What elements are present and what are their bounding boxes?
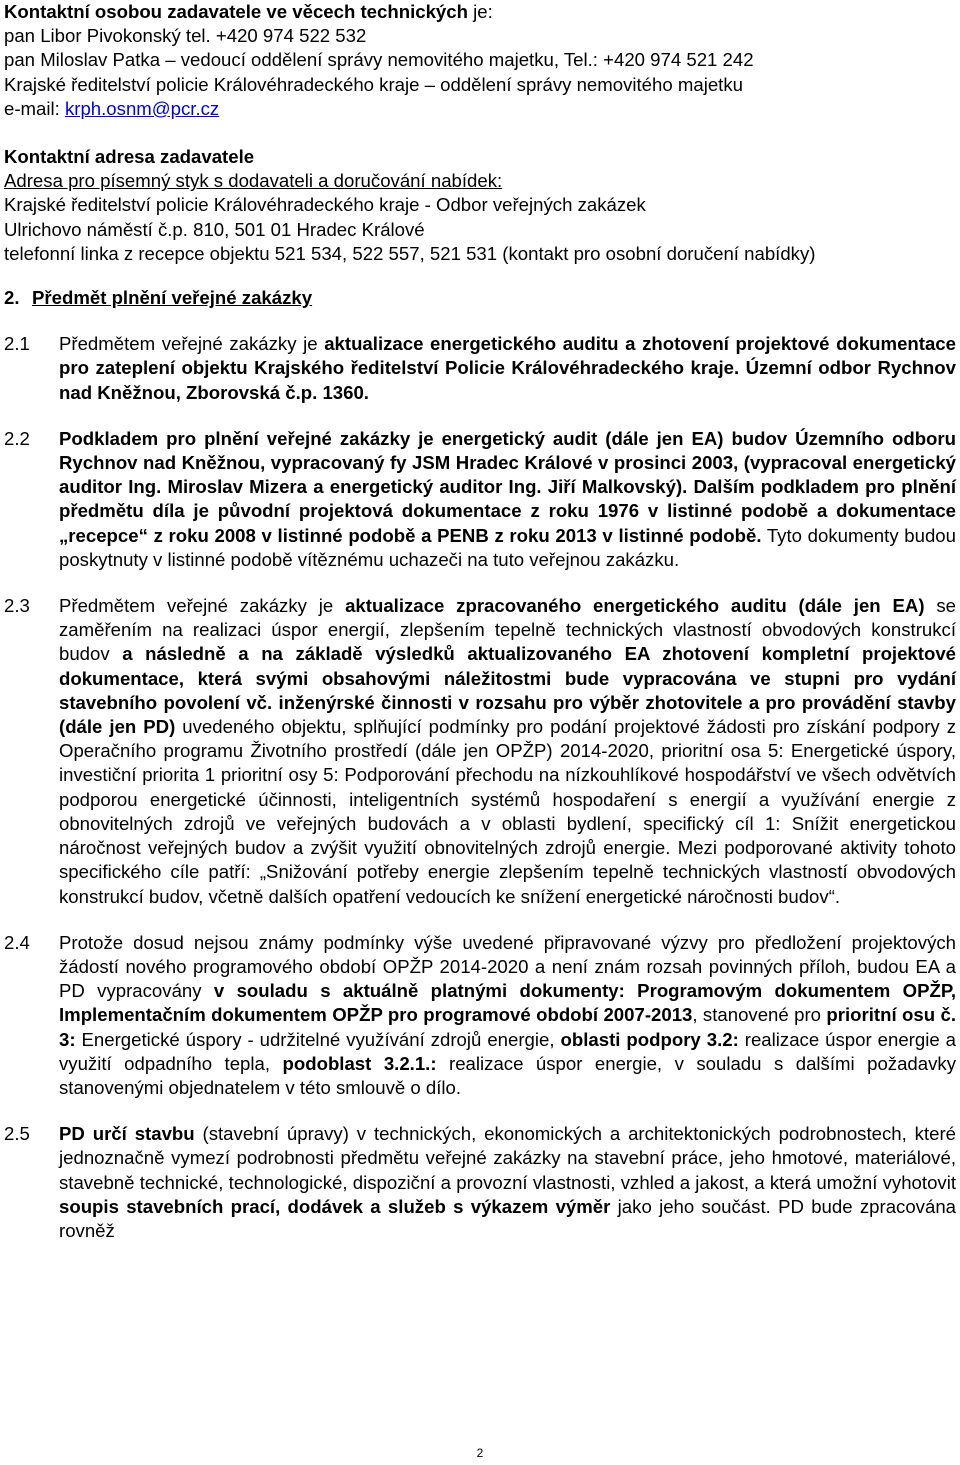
clause-text-bold: podoblast 3.2.1.:	[282, 1052, 437, 1074]
clause-text-regular: Protože dosud nejsou známy podmínky výše uvedené připravované výzvy pro předložení projektových žádostí nového programového období OPŽP 2014-2020 a není znám rozsah povinných příloh, budou EA a PD vypracovány	[59, 931, 956, 1002]
clause-text-bold: prioritní osu č. 3:	[59, 1004, 956, 1050]
clause-2-2	[4, 427, 956, 572]
clauses-list	[4, 332, 956, 1243]
contact-address-block	[4, 145, 956, 266]
clause-number: 2.1	[4, 333, 30, 355]
document-page	[4, 0, 956, 1243]
clause-2-3	[4, 594, 956, 909]
contact-address-line-2: Ulrichovo náměstí č.p. 810, 501 01 Hradec Králové	[4, 218, 425, 240]
contact-person-line-3: Krajské ředitelství policie Královéhradeckého kraje – oddělení správy nemovitého majetku	[4, 73, 743, 95]
contact-email-line	[4, 97, 956, 121]
clause-number: 2.2	[4, 427, 30, 449]
clause-number: 2.3	[4, 595, 30, 617]
clause-text	[59, 594, 956, 909]
clause-text	[59, 931, 956, 1100]
contact-person-line-2: pan Miloslav Patka – vedoucí oddělení správy nemovitého majetku, Tel.: +420 974 521 242	[4, 49, 754, 71]
clause-text-bold: Podkladem pro plnění veřejné zakázky je energetický audit (dále jen EA) budov Územního odboru Rychnov nad Kněžnou, vypracovaný fy JSM Hradec Králové v prosinci 2003, (vypracoval energetický auditor Ing. Miroslav Mizera a energetický auditor Ing. Jiří Malkovský). Dalším podkladem pro plnění předmětu díla je původní projektová dokumentace z roku 1976 v listinné podobě a dokumentace „recepce“ z roku 2008 v listinné podobě a PENB z roku 2013 v listinné podobě.	[59, 427, 956, 546]
clause-text-regular: , stanovené pro	[692, 1004, 827, 1026]
clause-text	[59, 1122, 956, 1243]
clause-text-bold: aktualizace zpracovaného energetického auditu (dále jen EA)	[345, 595, 925, 617]
clause-text-bold: PD určí stavbu	[59, 1123, 195, 1145]
clause-number: 2.4	[4, 931, 30, 953]
clause-text-bold: v souladu s aktuálně platnými dokumenty: Programovým dokumentem OPŽP, Implementačním dokumentem OPŽP pro programové období 2007-2013	[59, 980, 956, 1026]
clause-text-bold: soupis stavebních prací, dodávek a služeb s výkazem výměr	[59, 1195, 611, 1217]
contact-address-subheading: Adresa pro písemný styk s dodavateli a doručování nabídek:	[4, 170, 503, 192]
clause-text-regular: realizace úspor energie, v souladu s dalšími požadavky stanovenými objednatelem v této smlouvě o dílo.	[59, 1052, 956, 1098]
clause-text-regular: Předmětem veřejné zakázky je	[59, 595, 346, 617]
page-number: 2	[476, 1446, 484, 1460]
clause-text	[59, 332, 956, 405]
clause-2-1	[4, 332, 956, 405]
clause-text-regular: uvedeného objektu, splňující podmínky pro podání projektové žádosti pro získání podpory z Operačního programu Životního prostředí (dále jen OPŽP) 2014-2020, prioritní osa 5: Energetické úspory, investiční priorita 1 prioritní osy 5: Podporování přechodu na nízkouhlíkové hospodářství ve všech odvětvích podporou energetické účinnosti, inteligentních systémů hospodaření s energií a využívání energie z obnovitelných zdrojů ve veřejných budovách a v oblasti bydlení, specifický cíl 1: Snížit energetickou náročnost veřejných budov a zvýšit využití obnovitelných zdrojů energie. Mezi podporované aktivity tohoto specifického cíle patří: „Snižování potřeby energie zlepšením tepelně technických vlastností obvodových konstrukcí budov, včetně dalších opatření vedoucích ke snížení energetické náročnosti budov“.	[59, 716, 956, 907]
clause-text-regular: Energetické úspory - udržitelné využívání zdrojů energie,	[75, 1028, 561, 1050]
clause-text-regular: Tyto dokumenty budou poskytnuty v listinné podobě vítěznému uchazeči na tuto veřejnou zakázku.	[59, 524, 956, 570]
clause-text-regular: se zaměřením na realizaci úspor energií, zlepšením tepelně technických vlastností obvodových konstrukcí budov	[59, 595, 956, 665]
clause-text-regular: jako jeho součást. PD bude zpracována rovněž	[59, 1195, 956, 1241]
contact-person-heading-suffix: je:	[467, 1, 493, 22]
clause-text-bold: aktualizace energetického auditu a zhotovení projektové dokumentace pro zateplení objektu Krajského ředitelství Policie Královéhradeckého kraje. Územní odbor Rychnov nad Kněžnou, Zborovská č.p. 1360.	[59, 333, 956, 403]
clause-text-regular: Předmětem veřejné zakázky je	[59, 333, 325, 355]
clause-text-regular: realizace úspor energie a využití odpadního tepla,	[59, 1028, 956, 1074]
contact-address-line-1: Krajské ředitelství policie Královéhradeckého kraje - Odbor veřejných zakázek	[4, 194, 646, 216]
contact-address-heading: Kontaktní adresa zadavatele	[4, 146, 255, 168]
section-title: Předmět plnění veřejné zakázky	[32, 287, 313, 309]
clause-2-5	[4, 1122, 956, 1243]
clause-text	[59, 427, 956, 572]
contact-person-heading-line	[4, 0, 956, 24]
contact-person-block	[4, 0, 956, 121]
section-heading	[4, 286, 956, 310]
email-label: e-mail:	[4, 97, 65, 119]
clause-text-bold: oblasti podpory 3.2:	[560, 1028, 739, 1050]
section-number: 2.	[4, 287, 20, 309]
contact-person-line-1: pan Libor Pivokonský tel. +420 974 522 532	[4, 25, 367, 47]
clause-2-4	[4, 931, 956, 1100]
clause-text-regular: (stavební úpravy) v technických, ekonomických a architektonických podrobnostech, které jednoznačně vymezí podrobnosti předmětu veřejné zakázky na stavební práce, jeho hmotové, materiálové, stavebně technické, technologické, dispoziční a provozní vlastnosti, vzhled a jakost, a která umožní vyhotovit	[59, 1123, 956, 1193]
clause-number: 2.5	[4, 1123, 30, 1145]
email-link[interactable]: krph.osnm@pcr.cz	[64, 97, 220, 119]
contact-person-heading: Kontaktní osobou zadavatele ve věcech technických	[4, 1, 468, 22]
clause-text-bold: a následně a na základě výsledků aktualizovaného EA zhotovení kompletní projektové dokumentace, která svými obsahovými náležitostmi bude vypracována ve stupni pro vydání stavebního povolení vč. inženýrské činnosti v rozsahu pro výběr zhotovitele a pro provádění stavby (dále jen PD)	[59, 643, 957, 738]
contact-address-line-3: telefonní linka z recepce objektu 521 534, 522 557, 521 531 (kontakt pro osobní doručení nabídky)	[4, 242, 816, 264]
